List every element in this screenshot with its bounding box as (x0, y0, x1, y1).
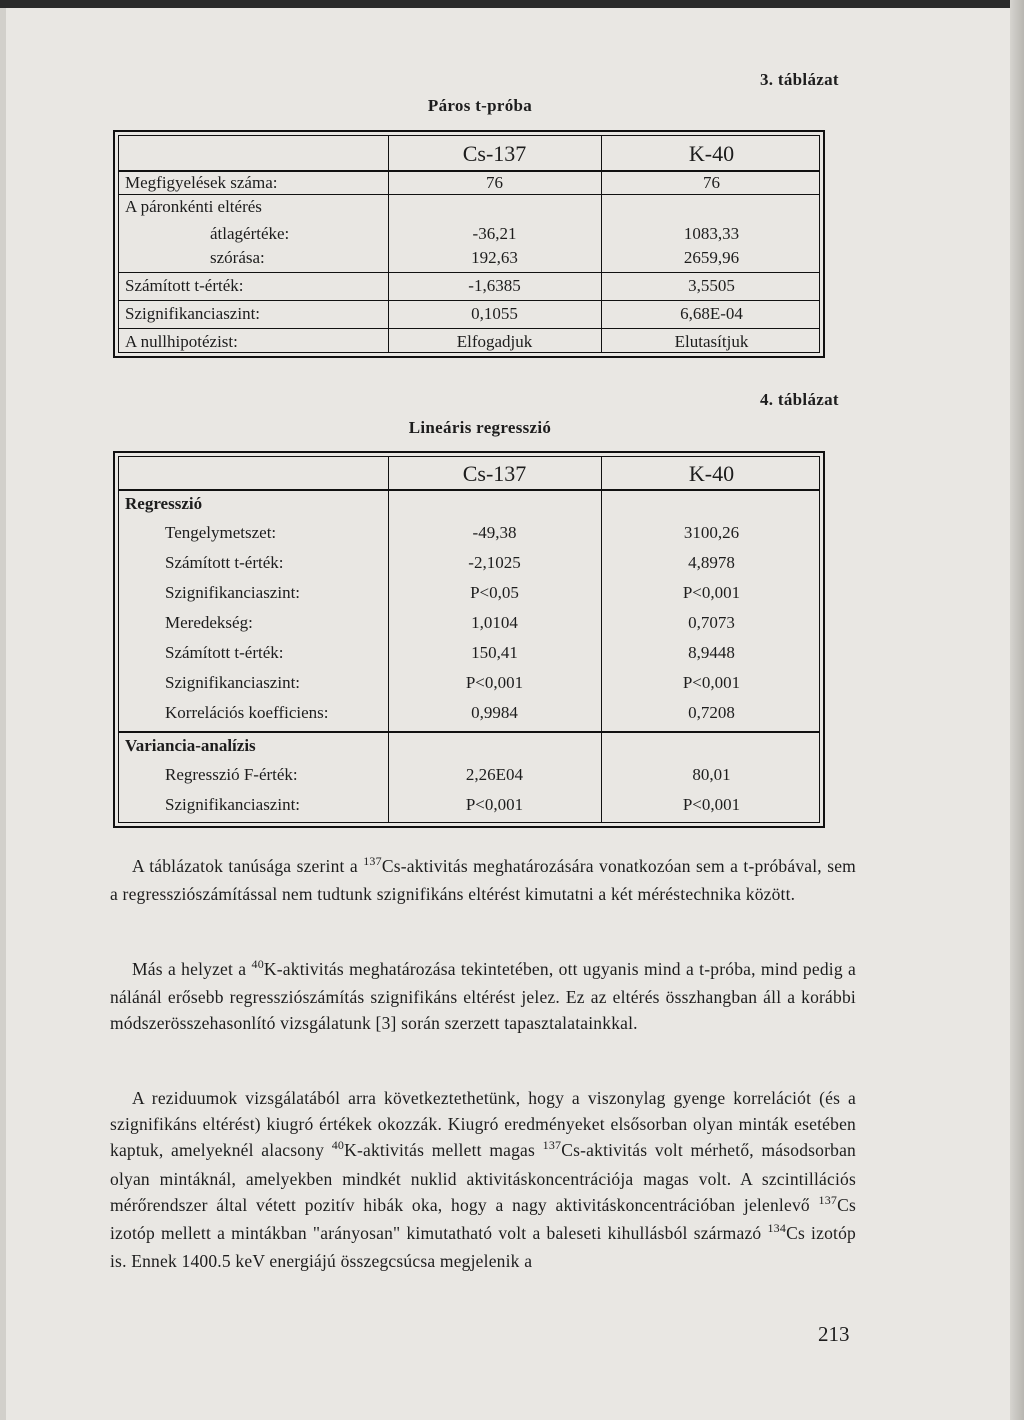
table4-cs-sig-anova: P<0,001 (465, 795, 524, 814)
table3-cs-mean: -36,21 (472, 224, 517, 243)
page-left-edge (0, 0, 6, 1420)
table4-header-k40: K-40 (688, 461, 735, 486)
table3-k-null-hypothesis: Elutasítjuk (674, 332, 749, 351)
table4-cs-t-slope: 150,41 (471, 643, 518, 662)
table3-cs-significance: 0,1055 (471, 304, 518, 323)
table4-label-sig-slope: Szignifikanciaszint: (165, 673, 301, 692)
table4-label-sig-intercept: Szignifikanciaszint: (165, 583, 301, 602)
table3-title: Páros t-próba (427, 96, 533, 115)
table3-k-significance: 6,68E-04 (680, 304, 743, 323)
table4-k-sig-slope: P<0,001 (682, 673, 741, 692)
table4-cs-t-intercept: -2,1025 (468, 553, 521, 572)
table4-cs-sig-slope: P<0,001 (465, 673, 524, 692)
table4-number-label: 4. táblázat (760, 390, 839, 409)
table3-cs-t-value: -1,6385 (468, 276, 521, 295)
table3-cs-sd: 192,63 (471, 248, 518, 267)
table4-cs-f-value: 2,26E04 (465, 765, 524, 784)
table3-header-k40: K-40 (688, 141, 735, 166)
scan-top-border (0, 0, 1024, 8)
table3-label-sd: szórása: (210, 248, 265, 267)
table3-label-null-hypothesis: A nullhipotézist: (125, 332, 238, 351)
table4-cs-slope: 1,0104 (471, 613, 518, 632)
table4-section-regression: Regresszió (125, 494, 203, 513)
table4-label-t-slope: Számított t-érték: (165, 643, 284, 662)
table4-label-slope: Meredekség: (165, 613, 253, 632)
table3-label-t-value: Számított t-érték: (125, 276, 244, 295)
table4-k-sig-intercept: P<0,001 (682, 583, 741, 602)
table4-cs-intercept: -49,38 (472, 523, 517, 542)
table4-label-correlation: Korrelációs koefficiens: (165, 703, 329, 722)
table3-label-pairwise-diff: A páronkénti eltérés (125, 197, 262, 216)
paragraph-1: A táblázatok tanúsága szerint a $^{137}$Cs-aktivitás meghatározására vonatkozóan sem a t-próbával, sem a regressziószámítással nem tudtunk szignifikáns eltérést kimutatni a két méréstechnika között. (110, 854, 856, 905)
paragraph-2: Más a helyzet a $^{40}$K-aktivitás meghatározása tekintetében, ott ugyanis mind a t-próba, mind pedig a nálánál erősebb regressziószámítás szignifikáns eltérést jelez. Ez az eltérés összhangban áll a korábbi módszerösszehasonlító vizsgálatunk [3] során szerzett tapasztalatainkkal. (110, 957, 856, 1034)
table4-label-f-value: Regresszió F-érték: (165, 765, 298, 784)
table3-k-mean: 1083,33 (683, 224, 740, 243)
paragraph-3: A reziduumok vizsgálatából arra következtethetünk, hogy a viszonylag gyenge korrelációt (és a szignifikáns eltérést) kiugró értékek okozzák. Kiugró eredményeket elsősorban olyan minták esetében kaptuk, amelyeknél alacsony $^{40}$K-aktivitás mellett magas $^{137}$Cs-aktivitás volt mérhető, másodsorban olyan mintáknál, amelyekben mindkét nuklid aktivitáskoncentrációja magas volt. A szcintillációs mérőrendszer által vétett pozitív hibák oka, hogy a nagy aktivitáskoncentrációban jelenlevő $^{137}$Cs izotóp mellett a mintákban "arányosan" kimutatható volt a baleseti kihullásból származó $^{134}$Cs izotóp is. Ennek 1400.5 keV energiájú összegcsúcsa megjelenik a (110, 1088, 856, 1272)
table4-section-anova: Variancia-analízis (125, 736, 256, 755)
table4-k-correlation: 0,7208 (688, 703, 735, 722)
table3-label-significance: Szignifikanciaszint: (125, 304, 261, 323)
table4-k-slope: 0,7073 (688, 613, 735, 632)
table4-k-t-intercept: 4,8978 (688, 553, 735, 572)
table4-k-sig-anova: P<0,001 (682, 795, 741, 814)
table4-header-cs137: Cs-137 (462, 461, 527, 486)
table3-cs-null-hypothesis: Elfogadjuk (456, 332, 533, 351)
table3-number-label: 3. táblázat (760, 70, 839, 89)
table3-k-t-value: 3,5505 (688, 276, 735, 295)
table4-title: Lineáris regresszió (408, 418, 552, 437)
page-right-edge (1010, 0, 1024, 1420)
table3-cs-observations: 76 (486, 173, 503, 192)
table4-cs-correlation: 0,9984 (471, 703, 518, 722)
table4-label-intercept: Tengelymetszet: (165, 523, 277, 542)
table3-label-mean: átlagértéke: (210, 224, 290, 243)
table4-label-t-intercept: Számított t-érték: (165, 553, 284, 572)
table3-k-observations: 76 (703, 173, 720, 192)
table4-k-t-slope: 8,9448 (688, 643, 735, 662)
table4-cs-sig-intercept: P<0,05 (470, 583, 519, 602)
table3 (113, 130, 825, 358)
table4 (113, 451, 825, 828)
table3-header-cs137: Cs-137 (462, 141, 527, 166)
table4-label-sig-anova: Szignifikanciaszint: (165, 795, 301, 814)
table4-k-f-value: 80,01 (692, 765, 731, 784)
table3-label-observations: Megfigyelések száma: (125, 173, 278, 192)
page-number: 213 (818, 1322, 850, 1346)
table4-k-intercept: 3100,26 (683, 523, 740, 542)
table3-k-sd: 2659,96 (683, 248, 740, 267)
